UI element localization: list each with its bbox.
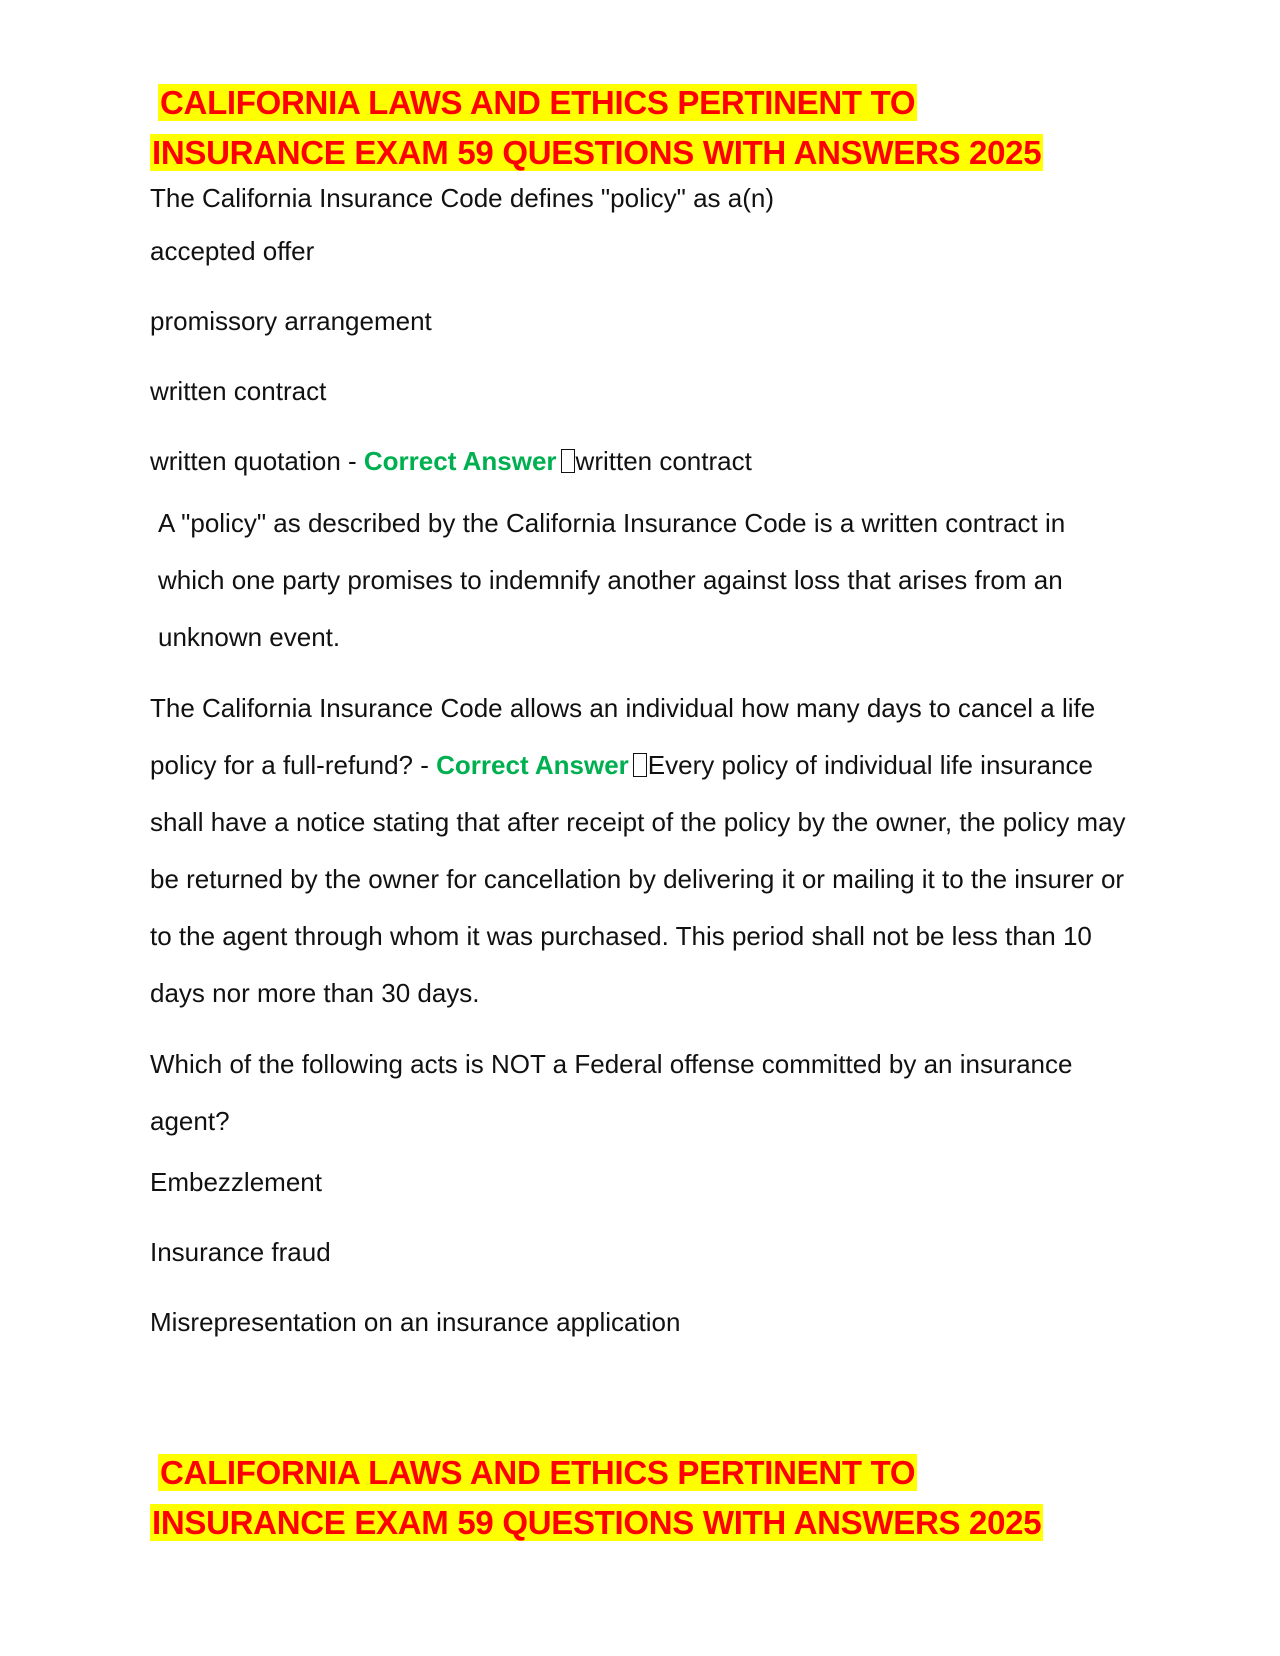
correct-answer-label: Correct Answer <box>436 750 629 780</box>
q1-answer: written contract <box>575 446 752 476</box>
q1-question: The California Insurance Code defines "policy" as a(n) <box>150 183 774 213</box>
q3-option-1: Embezzlement <box>150 1167 322 1197</box>
q2-question: The California Insurance Code allows an individual how many days to cancel a life policy for a full-refund? - <box>150 693 1096 780</box>
footer-title-line-1: CALIFORNIA LAWS AND ETHICS PERTINENT TO <box>160 1454 916 1491</box>
q1-option-4: written quotation - <box>150 446 364 476</box>
footer-title-line-2: INSURANCE EXAM 59 QUESTIONS WITH ANSWERS 2025 <box>152 1504 1042 1541</box>
checkbox-glyph-icon <box>633 753 647 777</box>
q3-question: Which of the following acts is NOT a Federal offense committed by an insurance agent? <box>150 1049 1073 1136</box>
footer-title-heading <box>150 1448 1135 1548</box>
footer-title <box>150 1448 1135 1548</box>
q1-option-2: promissory arrangement <box>150 306 432 336</box>
correct-answer-label: Correct Answer <box>363 446 557 476</box>
q3-option-2: Insurance fraud <box>150 1237 331 1267</box>
q1-explanation: A "policy" as described by the California Insurance Code is a written contract in which one party promises to indemnify another against loss that arises from an unknown event. <box>158 508 1066 652</box>
title-line-2: INSURANCE EXAM 59 QUESTIONS WITH ANSWERS 2025 <box>152 134 1042 171</box>
page-title <box>150 78 1135 178</box>
title-line-1: CALIFORNIA LAWS AND ETHICS PERTINENT TO <box>160 84 916 121</box>
document-page <box>150 78 1135 1340</box>
q1-option-1: accepted offer <box>150 236 315 266</box>
q1-option-3: written contract <box>150 376 327 406</box>
q1-answer-line <box>150 443 1135 479</box>
checkbox-glyph-icon <box>561 449 575 473</box>
q2-answer: Every policy of individual life insurance shall have a notice stating that after receipt of the policy by the owner, the policy may be returned by the owner for cancellation by delivering it or mailing it to the insurer or to the agent through whom it was purchased. This period shall not be less than 10 days nor more than 30 days. <box>150 750 1126 1008</box>
q2-block <box>150 680 1135 1022</box>
q3-option-3: Misrepresentation on an insurance application <box>150 1307 681 1337</box>
